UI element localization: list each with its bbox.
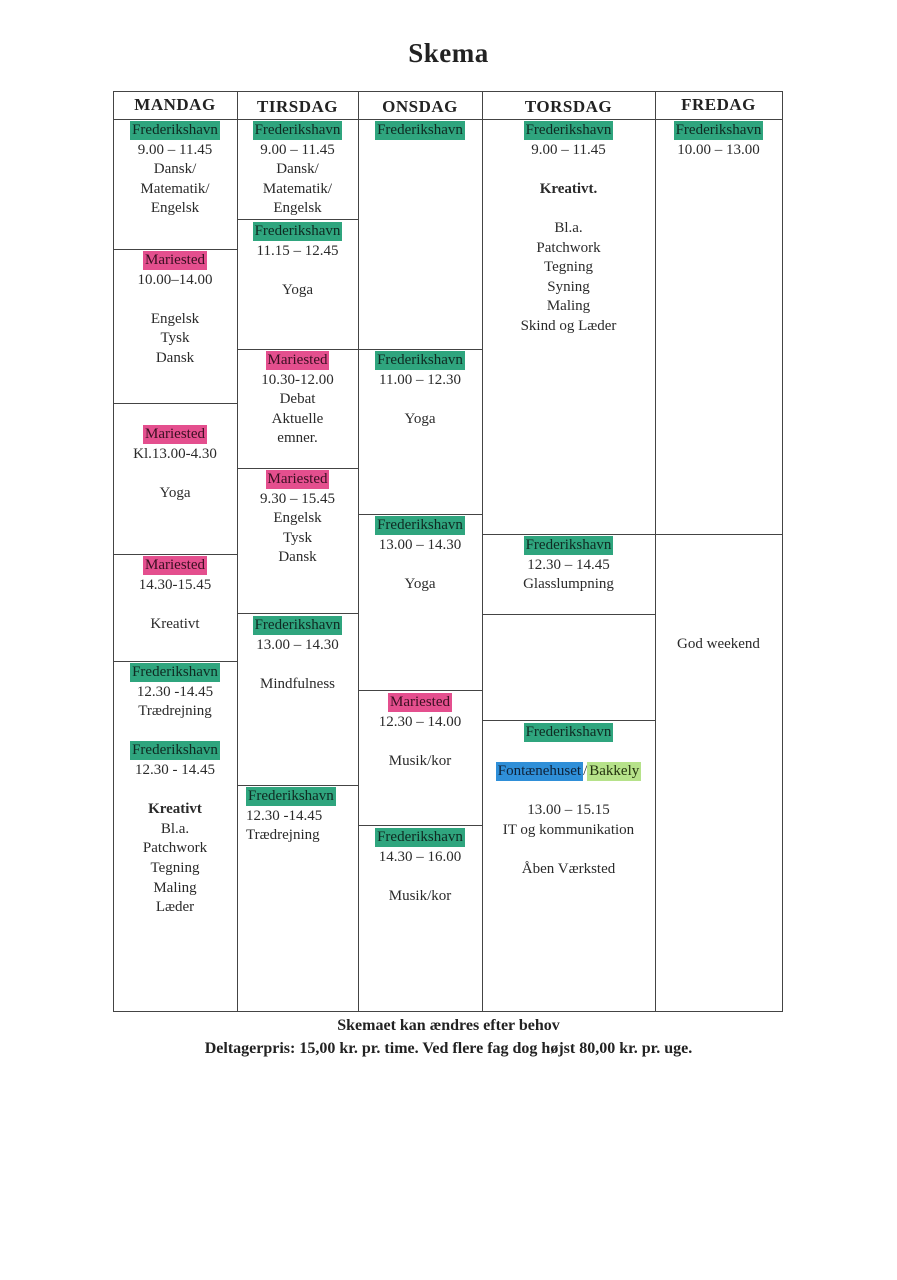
time-text: 14.30 – 16.00 bbox=[378, 848, 462, 865]
subject-text: Bl.a. bbox=[160, 820, 190, 837]
subject-text: Tysk bbox=[160, 330, 190, 347]
subject-text: emner. bbox=[277, 430, 318, 447]
subject-text: Mindfulness bbox=[260, 675, 335, 692]
row-divider bbox=[358, 690, 482, 691]
time-text: 14.30-15.45 bbox=[138, 576, 212, 593]
spacer bbox=[482, 782, 655, 802]
time-text: 9.00 – 11.45 bbox=[531, 141, 606, 158]
location-tag: Mariested bbox=[145, 252, 205, 268]
time-text: 12.30 - 14.45 bbox=[135, 761, 215, 778]
location-tag: Frederikshavn bbox=[377, 517, 463, 533]
spacer bbox=[482, 160, 655, 180]
day-header-thursday: TORSDAG bbox=[524, 97, 613, 116]
subject-text: Matematik/ bbox=[140, 180, 210, 197]
day-header-tuesday: TIRSDAG bbox=[257, 97, 338, 116]
subject-text: Glasslumpning bbox=[523, 576, 614, 593]
subject-text: Dansk bbox=[278, 549, 317, 566]
location-tag: Frederikshavn bbox=[377, 122, 463, 138]
subject-text: IT og kommunikation bbox=[502, 821, 635, 838]
time-text: 13.00 – 14.30 bbox=[378, 536, 462, 553]
row-divider bbox=[113, 403, 237, 404]
subject-text: Debat bbox=[279, 391, 316, 408]
row-divider bbox=[237, 613, 358, 614]
day-header-wednesday: ONSDAG bbox=[382, 97, 458, 116]
subject-text: Bl.a. bbox=[554, 219, 583, 236]
subject-text: Matematik/ bbox=[262, 180, 333, 197]
schedule-cell bbox=[113, 425, 237, 503]
location-tag: Frederikshavn bbox=[377, 352, 463, 368]
row-divider bbox=[358, 514, 482, 515]
subject-text: Aktuelle bbox=[271, 410, 324, 427]
spacer bbox=[358, 732, 482, 752]
schedule-cell bbox=[655, 121, 782, 160]
row-divider bbox=[113, 661, 237, 662]
row-divider bbox=[482, 720, 655, 721]
row-divider bbox=[113, 249, 237, 250]
row-divider bbox=[358, 349, 482, 350]
location-tag: Frederikshavn bbox=[248, 788, 334, 804]
page-title: Skema bbox=[408, 38, 489, 68]
spacer bbox=[113, 464, 237, 484]
subject-text: Tegning bbox=[544, 259, 593, 276]
location-tag: Fontænehuset bbox=[497, 763, 582, 780]
location-tag: Frederikshavn bbox=[132, 664, 218, 680]
schedule-cell bbox=[655, 635, 782, 655]
spacer bbox=[482, 841, 655, 861]
table-border-bottom bbox=[113, 1011, 783, 1012]
location-tag: Frederikshavn bbox=[525, 724, 612, 740]
schedule-cell bbox=[246, 787, 358, 846]
subject-heading: Kreativt bbox=[148, 801, 202, 818]
spacer bbox=[237, 261, 358, 281]
location-tag: Mariested bbox=[145, 557, 205, 573]
subject-text: Musik/kor bbox=[388, 752, 452, 769]
schedule-cell bbox=[358, 693, 482, 771]
subject-text: Læder bbox=[155, 899, 195, 916]
subject-text: Kreativt bbox=[150, 615, 200, 632]
subject-text: Yoga bbox=[159, 484, 191, 501]
spacer bbox=[482, 743, 655, 763]
subject-text: Dansk/ bbox=[276, 161, 319, 178]
subject-text: Yoga bbox=[282, 281, 313, 298]
time-text: 12.30 -14.45 bbox=[136, 683, 214, 700]
time-text: 13.00 – 15.15 bbox=[527, 802, 610, 819]
day-header-monday: MANDAG bbox=[134, 95, 216, 114]
row-divider bbox=[237, 349, 358, 350]
time-text: 9.00 – 11.45 bbox=[260, 141, 335, 158]
location-separator: / bbox=[583, 763, 588, 780]
time-text: 10.00 – 13.00 bbox=[677, 141, 760, 158]
time-text: 12.30 -14.45 bbox=[246, 807, 323, 824]
location-tag: Mariested bbox=[145, 426, 205, 442]
location-tag: Bakkely bbox=[589, 763, 640, 780]
table-border-top bbox=[113, 91, 783, 92]
location-tag: Frederikshavn bbox=[132, 742, 218, 759]
subject-text: Tysk bbox=[283, 529, 312, 546]
subject-text: Patchwork bbox=[142, 840, 208, 857]
row-divider bbox=[237, 785, 358, 786]
time-text: 10.30-12.00 bbox=[261, 371, 334, 388]
schedule-cell bbox=[358, 351, 482, 429]
schedule-cell bbox=[482, 723, 655, 880]
subject-heading: Kreativt. bbox=[539, 180, 598, 197]
subject-text: Trædrejning bbox=[246, 827, 320, 844]
row-divider bbox=[482, 614, 655, 615]
row-divider bbox=[237, 468, 358, 469]
location-tag: Mariested bbox=[267, 352, 328, 368]
schedule-cell bbox=[358, 828, 482, 906]
spacer bbox=[358, 390, 482, 410]
schedule-cell bbox=[237, 222, 358, 300]
table-header-divider bbox=[113, 119, 783, 120]
subject-text: Yoga bbox=[404, 575, 436, 592]
location-tag: Mariested bbox=[390, 694, 450, 710]
subject-text: Skind og Læder bbox=[520, 317, 617, 334]
location-tag: Frederikshavn bbox=[254, 122, 341, 138]
subject-text: Syning bbox=[547, 278, 590, 295]
schedule-cell bbox=[482, 121, 655, 337]
schedule-cell bbox=[237, 616, 358, 694]
subject-text: Engelsk bbox=[273, 510, 322, 527]
location-tag: Frederikshavn bbox=[254, 617, 341, 633]
subject-text: Engelsk bbox=[150, 310, 200, 327]
schedule-cell bbox=[237, 121, 358, 219]
table-border-right bbox=[782, 91, 783, 1012]
row-divider bbox=[237, 219, 358, 220]
day-header-friday: FREDAG bbox=[681, 95, 756, 114]
time-text: 11.00 – 12.30 bbox=[379, 371, 461, 388]
schedule-cell bbox=[113, 556, 237, 634]
schedule-cell bbox=[113, 663, 237, 918]
footer-note: Skemaet kan ændres efter behov bbox=[337, 1017, 560, 1034]
subject-text: Patchwork bbox=[536, 239, 601, 256]
location-tag: Frederikshavn bbox=[525, 122, 612, 138]
time-text: 11.15 – 12.45 bbox=[256, 242, 339, 259]
subject-text: Tegning bbox=[150, 859, 200, 876]
column-divider bbox=[655, 91, 656, 1012]
spacer bbox=[113, 595, 237, 615]
subject-text: Maling bbox=[153, 879, 197, 896]
spacer bbox=[482, 199, 655, 219]
closing-text: God weekend bbox=[677, 636, 760, 652]
row-divider bbox=[655, 534, 782, 535]
location-tag: Frederikshavn bbox=[254, 223, 341, 239]
subject-text: Maling bbox=[546, 298, 591, 315]
subject-text: Engelsk bbox=[273, 200, 322, 217]
spacer bbox=[113, 722, 237, 742]
schedule-cell bbox=[113, 121, 237, 219]
time-text: 12.30 – 14.00 bbox=[378, 713, 462, 730]
subject-text: Åben Værksted bbox=[521, 861, 616, 878]
schedule-cell bbox=[237, 470, 358, 568]
location-tag: Frederikshavn bbox=[525, 537, 612, 553]
subject-text: Yoga bbox=[404, 410, 436, 427]
spacer bbox=[237, 655, 358, 675]
schedule-cell bbox=[358, 516, 482, 594]
schedule-cell bbox=[237, 351, 358, 449]
subject-text: Musik/kor bbox=[388, 887, 452, 904]
row-divider bbox=[358, 825, 482, 826]
time-text: 12.30 – 14.45 bbox=[527, 556, 610, 573]
time-text: 13.00 – 14.30 bbox=[256, 636, 339, 653]
schedule-cell bbox=[482, 536, 655, 595]
time-text: 9.30 – 15.45 bbox=[260, 490, 335, 507]
location-tag: Frederikshavn bbox=[377, 829, 463, 845]
subject-text: Engelsk bbox=[150, 200, 200, 217]
time-text: Kl.13.00-4.30 bbox=[133, 445, 217, 462]
location-tag: Frederikshavn bbox=[132, 122, 218, 138]
spacer bbox=[113, 781, 237, 801]
schedule-cell bbox=[358, 121, 482, 141]
schedule-cell bbox=[113, 251, 237, 369]
row-divider bbox=[482, 534, 655, 535]
location-tag: Mariested bbox=[267, 471, 328, 487]
spacer bbox=[113, 290, 237, 310]
time-text: 10.00–14.00 bbox=[137, 271, 213, 288]
spacer bbox=[358, 867, 482, 887]
subject-text: Trædrejning bbox=[138, 703, 212, 720]
footer-price: Deltagerpris: 15,00 kr. pr. time. Ved flere fag dog højst 80,00 kr. pr. uge. bbox=[204, 1040, 693, 1057]
spacer bbox=[358, 555, 482, 575]
subject-text: Dansk bbox=[155, 349, 195, 366]
subject-text: Dansk/ bbox=[153, 161, 197, 178]
time-text: 9.00 – 11.45 bbox=[137, 141, 213, 158]
location-tag: Frederikshavn bbox=[675, 122, 762, 138]
row-divider bbox=[113, 554, 237, 555]
